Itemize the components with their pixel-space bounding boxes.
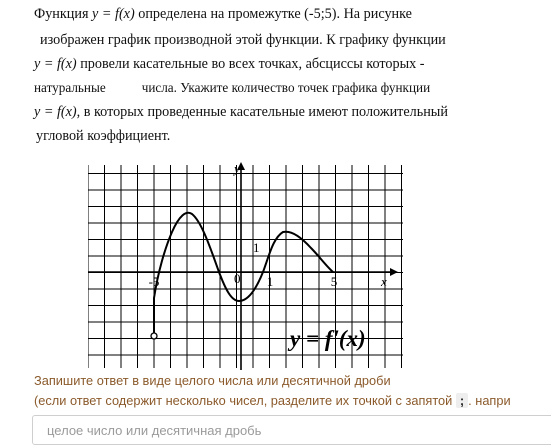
derivative-graph <box>88 160 413 370</box>
semicolon-badge: ; <box>456 393 468 408</box>
problem-line-6: угловой коэффициент. <box>36 128 171 144</box>
problem-text: определена на промежутке (-5;5). На рисунке <box>134 6 412 22</box>
curve-label: y = f'(x) <box>290 326 366 351</box>
problem-text: числа. Укажите количество точек графика функции <box>141 80 431 95</box>
problem-line-2: изображен график производной этой функции. К графику функции <box>40 32 446 48</box>
x-axis-label: x <box>381 274 387 289</box>
open-endpoint <box>151 333 157 339</box>
hint-text: . напри <box>468 393 511 408</box>
problem-text: провели касательные во всех точках, абсциссы которых - <box>76 56 425 72</box>
derivative-curve <box>154 213 333 335</box>
problem-line-1 <box>34 6 412 23</box>
problem-line-3 <box>34 56 424 73</box>
tick-label-5: 5 <box>330 274 338 289</box>
tick-label-0: 0 <box>234 271 241 286</box>
answer-hint-line-2 <box>34 393 511 408</box>
graph-svg <box>88 160 413 370</box>
problem-text: натуральные <box>34 80 106 95</box>
y-axis-label: y <box>234 161 240 176</box>
problem-text: , в которых проведенные касательные имеют положительный <box>76 104 448 120</box>
tick-label-1-x: 1 <box>266 274 274 289</box>
answer-hint-line-1: Запишите ответ в виде целого числа или десятичной дроби <box>34 373 391 388</box>
problem-line-4 <box>34 80 430 96</box>
tick-label-minus5: -5 <box>148 274 160 289</box>
problem-line-5 <box>34 104 448 121</box>
function-formula: y = f(x) <box>34 104 77 120</box>
answer-input[interactable] <box>32 415 551 445</box>
function-formula: y = f(x) <box>92 6 135 22</box>
tick-label-1-y: 1 <box>253 240 260 255</box>
hint-text: (если ответ содержит несколько чисел, разделите их точкой с запятой <box>34 393 453 408</box>
problem-text: Функция <box>34 6 93 22</box>
function-formula: y = f(x) <box>34 56 77 72</box>
